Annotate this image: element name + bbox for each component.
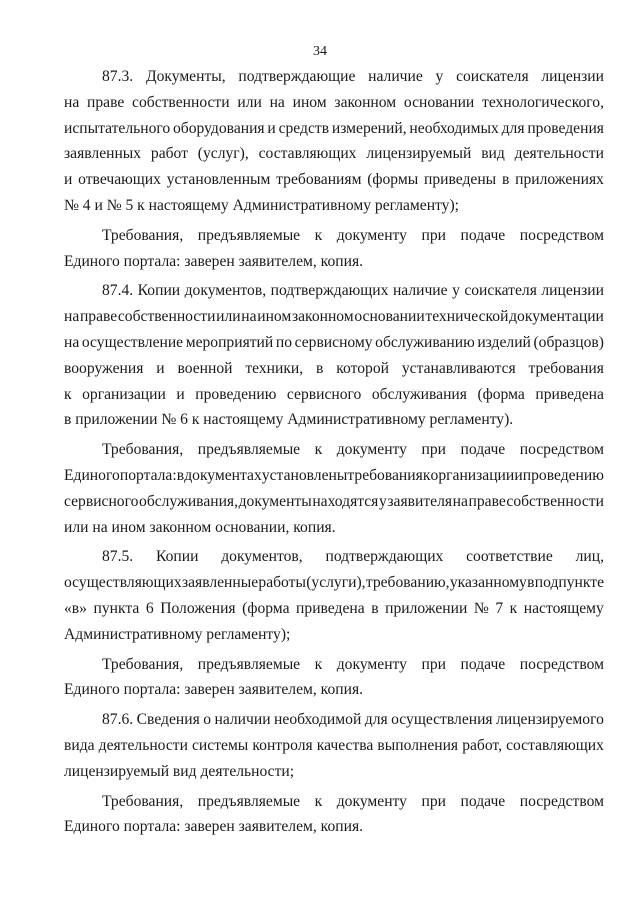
text-line: осуществляющих заявленные работы (услуги), требованию, указанному в подпункте	[64, 574, 604, 592]
text-line: Единого портала: заверен заявителем, копия.	[64, 681, 364, 699]
text-line: и отвечающих установленным требованиям (формы приведены в приложениях	[64, 171, 604, 189]
text-line: Требования, предъявляемые к документу при подаче посредством	[102, 226, 604, 244]
text-line: Единого портала: в документах установлены требования к организации и проведению	[64, 466, 604, 484]
text-line: сервисного обслуживания, документы находятся у заявителя на праве собственности	[64, 492, 604, 510]
text-line: вооружения и военной техники, в которой устанавливаются требования	[64, 359, 604, 377]
text-line: Единого портала: заверен заявителем, копия.	[64, 818, 364, 836]
paragraph-p87-6	[64, 707, 604, 784]
text-line: Административному регламенту);	[64, 625, 291, 643]
paragraph-p87-3	[64, 64, 604, 219]
paragraph-p87-5	[64, 544, 604, 647]
paragraph-req-87-3	[64, 223, 604, 275]
paragraph-req-87-5	[64, 652, 604, 704]
text-line: вида деятельности системы контроля качества выполнения работ, составляющих	[64, 736, 604, 754]
text-line: 87.4. Копии документов, подтверждающих наличие у соискателя лицензии	[102, 282, 604, 300]
text-line: 87.6. Сведения о наличии необходимой для осуществления лицензируемого	[102, 711, 604, 729]
paragraph-req-87-6	[64, 789, 604, 841]
text-line: на осуществление мероприятий по сервисному обслуживанию изделий (образцов)	[64, 333, 604, 351]
page-number: 34	[313, 44, 327, 59]
paragraph-p87-4	[64, 278, 604, 433]
text-line: или на ином законном основании, копия.	[64, 518, 336, 536]
text-line: 87.3. Документы, подтверждающие наличие у соискателя лицензии	[102, 68, 604, 85]
text-line: Требования, предъявляемые к документу при подаче посредством	[102, 441, 604, 459]
text-line: «в» пункта 6 Положения (форма приведена в приложении № 7 к настоящему	[64, 599, 604, 617]
text-line: заявленных работ (услуг), составляющих лицензируемый вид деятельности	[64, 145, 604, 163]
text-line: лицензируемый вид деятельности;	[64, 762, 295, 780]
text-line: Требования, предъявляемые к документу при подаче посредством	[102, 655, 604, 673]
paragraph-req-87-4	[64, 437, 604, 540]
document-body	[64, 64, 604, 844]
text-line: Требования, предъявляемые к документу при подаче посредством	[102, 792, 604, 810]
text-line: Единого портала: заверен заявителем, копия.	[64, 252, 364, 270]
text-line: в приложении № 6 к настоящему Административному регламенту).	[64, 411, 514, 429]
text-line: 87.5. Копии документов, подтверждающих соответствие лиц,	[102, 548, 604, 566]
text-line: на праве собственности или на ином законном основании технологического,	[64, 93, 604, 111]
text-line: к организации и проведению сервисного обслуживания (форма приведена	[64, 385, 604, 403]
text-line: № 4 и № 5 к настоящему Административному регламенту);	[64, 196, 459, 214]
text-line: на праве собственности или на ином законном основании технической документации	[64, 308, 604, 326]
text-line: испытательного оборудования и средств измерений, необходимых для проведения	[64, 119, 604, 137]
